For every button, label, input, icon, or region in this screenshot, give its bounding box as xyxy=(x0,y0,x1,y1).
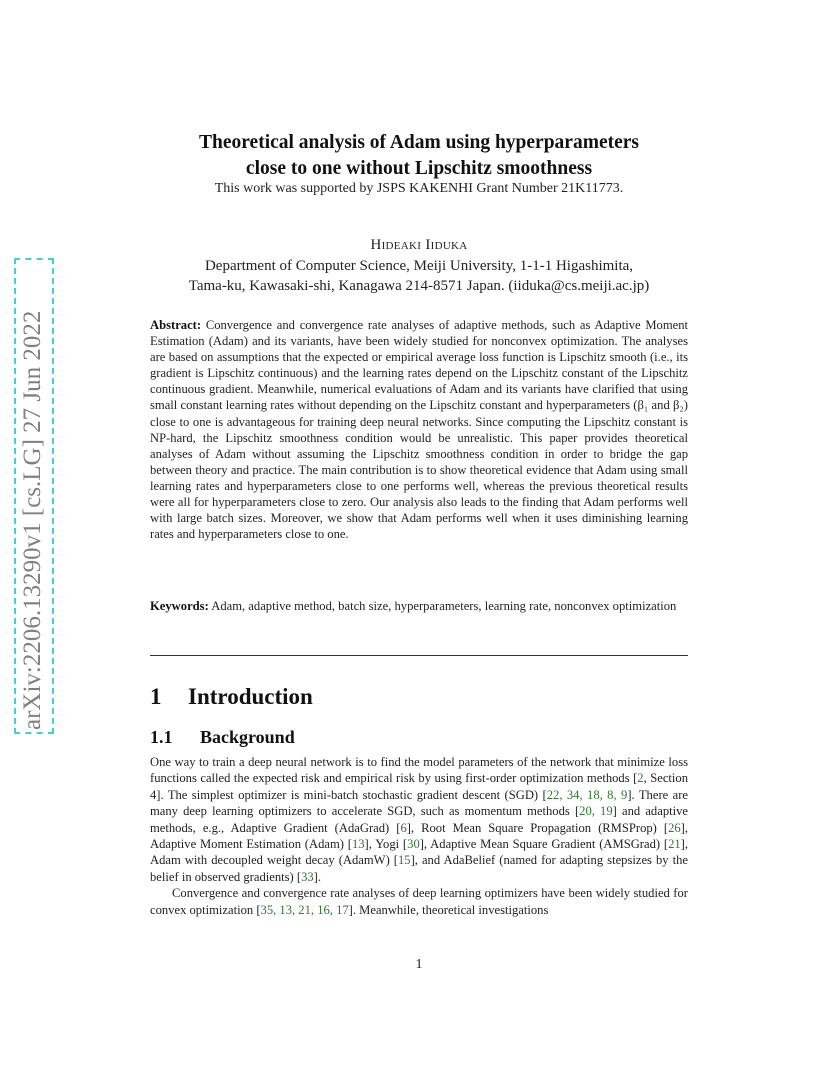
text-run: ]. xyxy=(313,869,322,884)
section-title: Introduction xyxy=(188,684,313,709)
page-number: 1 xyxy=(415,957,423,972)
section-number: 1 xyxy=(150,684,162,709)
abstract-text: Convergence and convergence rate analyses of adaptive methods, such as Adaptive Moment Estimation (Adam) and its variants, have been widely studied for nonconvex optimization. The analyses are based on assumptions that the expected or empirical average loss function is Lipschitz smooth (i.e., its gradient is Lipschitz continuous) and the learning rates depend on the Lipschitz constant of the Lipschitz continuous gradient. Meanwhile, numerical evaluations of Adam and its variants have clarified that using small constant learning rates without depending on the Lipschitz constant and hyperparameters (β₁ and β₂) close to one is advantageous for training deep neural networks. Since computing the Lipschitz constant is NP-hard, the Lipschitz smoothness condition would be unrealistic. This paper provides theoretical analyses of Adam without assuming the Lipschitz smoothness condition in order to bridge the gap between theory and practice. The main contribution is to show theoretical evidence that Adam using small learning rates and hyperparameters close to one performs well, whereas the previous theoretical results were all for hyperparameters close to zero. Our analysis also leads to the finding that Adam performs well with large batch sizes. Moreover, we show that Adam performs well when it uses diminishing learning rates and hyperparameters close to one. xyxy=(150,318,688,542)
affiliation-line-2: Tama-ku, Kawasaki-shi, Kanagawa 214-8571 Japan. (iiduka@cs.meiji.ac.jp) xyxy=(188,278,650,294)
section-heading-introduction xyxy=(150,684,313,710)
citation-link[interactable]: 30 xyxy=(407,837,420,852)
citation-link[interactable]: 6 xyxy=(400,820,407,835)
citation-link[interactable]: 13 xyxy=(351,837,365,852)
citation-link[interactable]: 26 xyxy=(668,820,681,835)
section-body xyxy=(150,754,688,918)
author-name: Hideaki Iiduka xyxy=(370,237,468,253)
text-run: , Section 4]. The simplest optimizer is mini-batch stochastic gradient descent (SGD) [ xyxy=(150,771,688,802)
text-run: ], Root Mean Square Propagation (RMSProp) [ xyxy=(406,820,669,835)
paragraph xyxy=(150,885,688,918)
text-run: ], and AdaBelief (named for adapting stepsizes by the belief in observed gradients) [ xyxy=(150,853,688,884)
text-run: ]. There are many deep learning optimizers to accelerate SGD, such as momentum methods [ xyxy=(150,787,689,819)
citation-link[interactable]: 33 xyxy=(301,869,314,884)
text-run: ], Adaptive Moment Estimation (Adam) [ xyxy=(150,820,688,852)
subsection-heading-background xyxy=(150,727,295,748)
citation-link[interactable]: 20, 19 xyxy=(579,804,613,819)
author-affiliation xyxy=(140,256,698,296)
text-run: ], Adaptive Mean Square Gradient (AMSGrad) [ xyxy=(419,837,669,852)
title-line-1: Theoretical analysis of Adam using hyperparameters xyxy=(198,132,639,153)
citation-link[interactable]: 21 xyxy=(668,837,681,852)
funding-note: This work was supported by JSPS KAKENHI Grant Number 21K11773. xyxy=(214,181,624,196)
paragraph xyxy=(150,754,688,885)
abstract-label: Abstract: xyxy=(150,318,202,332)
citation-link[interactable]: 22, 34, 18, 8, 9 xyxy=(546,787,628,802)
subsection-number: 1.1 xyxy=(150,727,173,747)
text-run: ], Adam with decoupled weight decay (AdamW) [ xyxy=(150,837,688,868)
text-run: Convergence and convergence rate analyses of deep learning optimizers have been widely studied for convex optimization [ xyxy=(150,886,688,917)
paper-title xyxy=(150,130,688,182)
arxiv-stamp-text[interactable]: arXiv:2206.13290v1 [cs.LG] 27 Jun 2022 xyxy=(19,310,46,730)
text-run: ], Yogi [ xyxy=(364,837,408,852)
text-run: ]. Meanwhile, theoretical investigations xyxy=(348,902,549,917)
citation-link[interactable]: 15 xyxy=(398,853,411,868)
abstract xyxy=(150,317,688,542)
citation-link[interactable]: 35, 13, 21, 16, 17 xyxy=(260,902,349,917)
citation-link[interactable]: 2 xyxy=(637,771,644,786)
section-divider xyxy=(150,655,688,656)
text-run: ] and adaptive methods, e.g., Adaptive Gradient (AdaGrad) [ xyxy=(150,804,689,835)
keywords xyxy=(150,598,688,614)
text-run: One way to train a deep neural network is to find the model parameters of the network that minimize loss functions called the expected risk and empirical risk by using first-order optimization methods [ xyxy=(150,755,688,786)
keywords-text: Adam, adaptive method, batch size, hyperparameters, learning rate, nonconvex optimization xyxy=(211,599,677,613)
affiliation-line-1: Department of Computer Science, Meiji University, 1-1-1 Higashimita, xyxy=(204,258,634,274)
subsection-title: Background xyxy=(200,727,295,747)
keywords-label: Keywords: xyxy=(150,599,209,613)
title-line-2: close to one without Lipschitz smoothness xyxy=(245,158,593,179)
